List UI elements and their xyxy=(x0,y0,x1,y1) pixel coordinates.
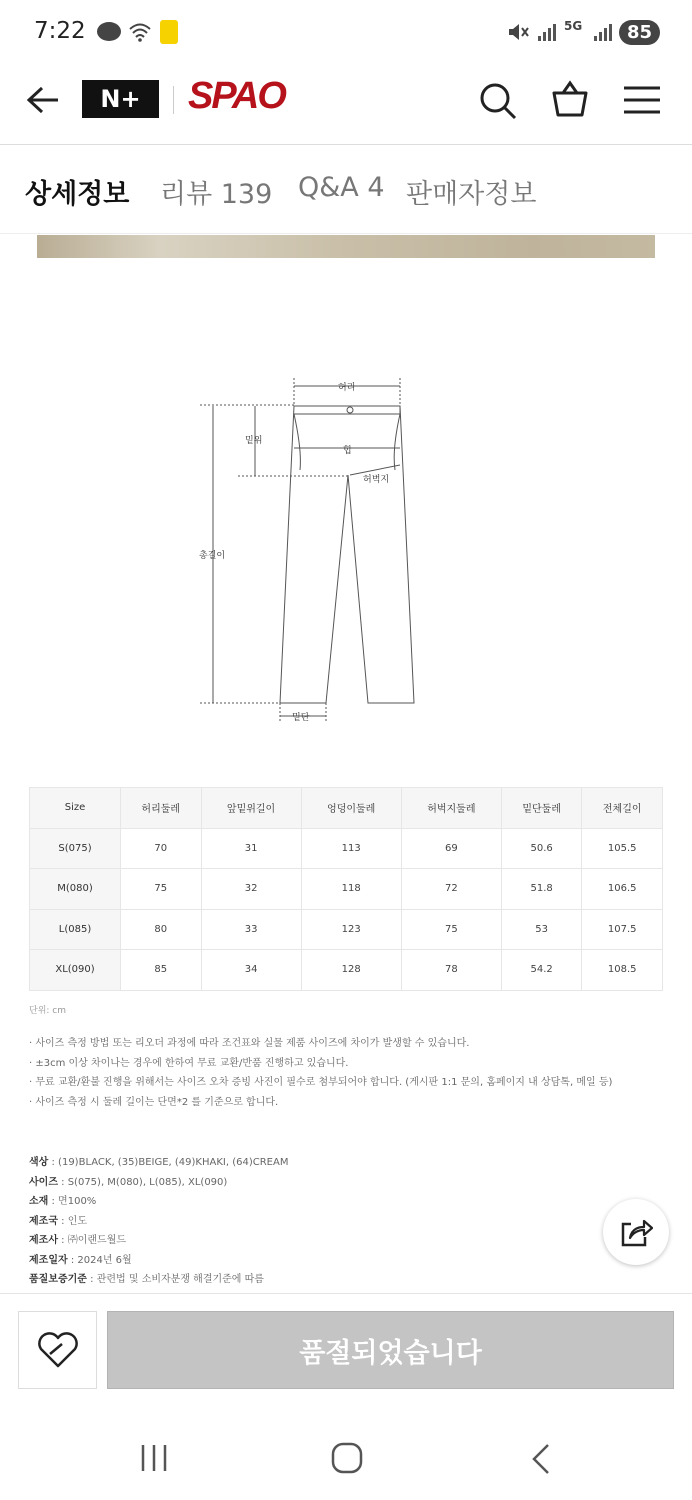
size-cell: M(080) xyxy=(30,869,121,910)
size-notes xyxy=(29,1034,612,1112)
size-table xyxy=(29,787,663,991)
column-header: 허리둘레 xyxy=(121,788,202,829)
info-row xyxy=(29,1173,288,1193)
value-cell: 107.5 xyxy=(582,909,663,950)
pants-size-diagram xyxy=(190,370,430,730)
info-value: : ㈜이랜드월드 xyxy=(57,1235,127,1246)
heart-icon xyxy=(36,1330,80,1370)
spao-logo[interactable]: SPAO xyxy=(188,75,285,117)
value-cell: 70 xyxy=(121,828,202,869)
android-nav-bar xyxy=(0,1405,692,1500)
tab-review[interactable]: 리뷰 139 xyxy=(160,179,273,210)
info-key: 제조일자 xyxy=(29,1254,68,1266)
value-cell: 123 xyxy=(301,909,401,950)
mute-icon xyxy=(507,22,529,42)
kakaotalk-icon xyxy=(97,22,121,41)
app-header xyxy=(0,65,692,145)
note-item: · 사이즈 측정 시 둘레 길이는 단면*2 를 기준으로 합니다. xyxy=(29,1096,279,1108)
value-cell: 31 xyxy=(201,828,301,869)
table-row xyxy=(30,909,663,950)
value-cell: 78 xyxy=(401,950,501,991)
diagram-label-rise: 밑위 xyxy=(245,436,263,446)
sold-out-button: 품절되었습니다 xyxy=(107,1311,674,1389)
info-key: 색상 xyxy=(29,1157,49,1168)
note-item: · ±3cm 이상 차이나는 경우에 한하여 무료 교환/반품 진행하고 있습니다. xyxy=(29,1057,349,1069)
wifi-icon xyxy=(128,22,152,42)
value-cell: 108.5 xyxy=(582,950,663,991)
value-cell: 69 xyxy=(401,828,501,869)
info-value: : 2024년 6월 xyxy=(67,1254,132,1266)
diagram-label-hip: 힙 xyxy=(343,446,352,456)
info-key: 품질보증기준 xyxy=(29,1274,87,1285)
value-cell: 51.8 xyxy=(501,869,582,910)
info-value: : 관련법 및 소비자분쟁 해결기준에 따름 xyxy=(86,1274,264,1285)
share-icon xyxy=(619,1216,653,1248)
column-header: 허벅지둘레 xyxy=(401,788,501,829)
signal-icon-2 xyxy=(593,22,613,42)
info-value: : S(075), M(080), L(085), XL(090) xyxy=(57,1176,228,1188)
column-header: Size xyxy=(30,788,121,829)
info-row xyxy=(29,1192,288,1212)
value-cell: 85 xyxy=(121,950,202,991)
info-row xyxy=(29,1270,288,1290)
info-row xyxy=(29,1231,288,1251)
size-cell: XL(090) xyxy=(30,950,121,991)
table-row xyxy=(30,950,663,991)
table-row xyxy=(30,828,663,869)
product-tabs xyxy=(0,146,692,234)
size-cell: S(075) xyxy=(30,828,121,869)
network-type: 5G xyxy=(564,19,583,33)
note-item: · 사이즈 측정 방법 또는 리오더 과정에 따라 조건표와 실물 제품 사이즈에 차이가 발생할 수 있습니다. xyxy=(29,1038,470,1049)
size-cell: L(085) xyxy=(30,909,121,950)
value-cell: 80 xyxy=(121,909,202,950)
back-nav-icon[interactable] xyxy=(530,1443,552,1475)
note-item: · 무료 교환/환불 진행을 위해서는 사이즈 오차 증빙 사진이 필수로 첨부되어야 합니다. (게시판 1:1 문의, 홈페이지 내 상담톡, 메일 등) xyxy=(29,1077,613,1088)
app-notification-icon xyxy=(160,20,178,44)
status-time: 7:22 xyxy=(34,18,86,44)
value-cell: 34 xyxy=(201,950,301,991)
tab-detail[interactable]: 상세정보 xyxy=(25,179,130,210)
product-photo xyxy=(37,235,655,258)
purchase-bar xyxy=(0,1293,692,1405)
value-cell: 72 xyxy=(401,869,501,910)
value-cell: 32 xyxy=(201,869,301,910)
tab-seller-info[interactable]: 판매자정보 xyxy=(406,179,537,210)
home-icon[interactable] xyxy=(331,1442,363,1474)
info-value: : 면100% xyxy=(48,1196,97,1207)
diagram-label-hem: 밑단 xyxy=(292,713,310,723)
info-key: 제조사 xyxy=(29,1235,58,1246)
column-header: 엉덩이둘레 xyxy=(301,788,401,829)
column-header: 앞밑위길이 xyxy=(201,788,301,829)
product-info-list xyxy=(29,1153,288,1290)
unit-label: 단위: cm xyxy=(29,1006,66,1016)
signal-icon xyxy=(537,22,557,42)
menu-icon[interactable] xyxy=(624,85,660,115)
value-cell: 106.5 xyxy=(582,869,663,910)
info-row xyxy=(29,1153,288,1173)
info-key: 사이즈 xyxy=(29,1176,58,1188)
value-cell: 50.6 xyxy=(501,828,582,869)
value-cell: 105.5 xyxy=(582,828,663,869)
diagram-label-thigh: 허벅지 xyxy=(363,475,390,485)
info-value: : (19)BLACK, (35)BEIGE, (49)KHAKI, (64)CREAM xyxy=(48,1157,289,1168)
recent-apps-icon[interactable] xyxy=(140,1443,168,1473)
info-row xyxy=(29,1251,288,1271)
status-bar xyxy=(0,0,692,65)
info-key: 소재 xyxy=(29,1196,49,1207)
column-header: 밑단둘레 xyxy=(501,788,582,829)
value-cell: 54.2 xyxy=(501,950,582,991)
wishlist-button[interactable] xyxy=(18,1311,97,1389)
info-value: : 인도 xyxy=(57,1215,88,1227)
shopping-bag-icon[interactable] xyxy=(550,79,590,119)
naver-plus-logo[interactable]: N+ xyxy=(82,80,159,118)
value-cell: 75 xyxy=(401,909,501,950)
column-header: 전체길이 xyxy=(582,788,663,829)
share-button[interactable] xyxy=(603,1199,669,1265)
value-cell: 113 xyxy=(301,828,401,869)
table-row xyxy=(30,869,663,910)
battery-level: 85 xyxy=(619,20,660,45)
value-cell: 75 xyxy=(121,869,202,910)
tab-qna[interactable]: Q&A 4 xyxy=(298,172,385,203)
value-cell: 33 xyxy=(201,909,301,950)
info-row xyxy=(29,1212,288,1232)
value-cell: 128 xyxy=(301,950,401,991)
diagram-label-waist: 허리 xyxy=(338,383,356,393)
value-cell: 118 xyxy=(301,869,401,910)
search-icon[interactable] xyxy=(478,81,518,121)
back-arrow-icon[interactable] xyxy=(26,85,60,115)
diagram-label-length: 총길이 xyxy=(199,551,226,561)
value-cell: 53 xyxy=(501,909,582,950)
divider xyxy=(173,86,174,114)
info-key: 제조국 xyxy=(29,1215,58,1227)
